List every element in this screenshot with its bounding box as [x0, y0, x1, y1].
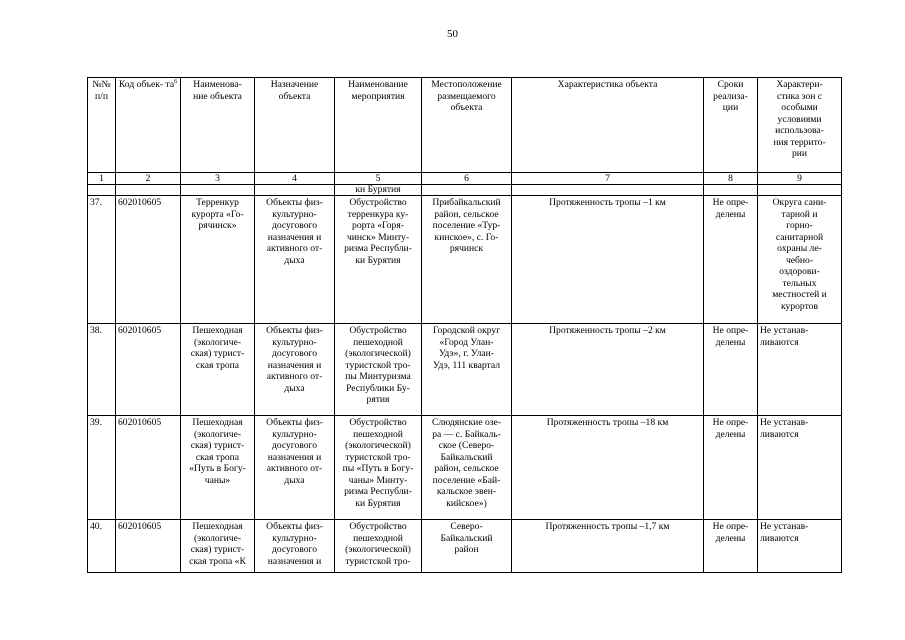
empty-cell	[512, 185, 704, 196]
row-object-name: Пешеходная (экологиче- ская) турист- ская тропа «Путь в Богу- чаны»	[181, 416, 255, 520]
row-measure: Обустройство пешеходной (экологической) туристской тро- пы Минтуризма Республики Бу- рятия	[335, 324, 422, 416]
column-number: 8	[704, 173, 758, 185]
row-location: Слюдянские озе- ра — с. Байкаль- ское (Северо- Байкальский район, сельское поселение «Бай- кальское эвен- кийское»)	[422, 416, 512, 520]
row-zones: Не устанав- ливаются	[758, 520, 842, 573]
column-number: 2	[116, 173, 181, 185]
row-number: 37.	[88, 196, 116, 324]
row-location: Северо- Байкальский район	[422, 520, 512, 573]
row-characteristic: Протяженность тропы –1 км	[512, 196, 704, 324]
row-number: 38.	[88, 324, 116, 416]
row-term: Не опре- делены	[704, 520, 758, 573]
row-purpose: Объекты физ- культурно- досугового назначения и	[255, 520, 335, 573]
header-location: Местоположение размещаемого объекта	[422, 78, 512, 173]
column-number: 5	[335, 173, 422, 185]
row-term: Не опре- делены	[704, 324, 758, 416]
objects-table	[87, 77, 842, 573]
continuation-row	[88, 185, 842, 196]
row-code: 602010605	[116, 324, 181, 416]
empty-cell	[422, 185, 512, 196]
header-object-name: Наименова- ние объекта	[181, 78, 255, 173]
column-number: 6	[422, 173, 512, 185]
header-characteristic: Характеристика объекта	[512, 78, 704, 173]
row-code: 602010605	[116, 196, 181, 324]
row-zones: Не устанав- ливаются	[758, 416, 842, 520]
row-purpose: Объекты физ- культурно- досугового назначения и активного от- дыха	[255, 196, 335, 324]
table-header-row	[88, 78, 842, 173]
column-number: 3	[181, 173, 255, 185]
row-term: Не опре- делены	[704, 196, 758, 324]
row-object-name: Терренкур курорта «Го- рячинск»	[181, 196, 255, 324]
header-term: Сроки реализа- ции	[704, 78, 758, 173]
continuation-text: кн Бурятия	[335, 185, 422, 196]
row-measure: Обустройство терренкура ку- рорта «Горя- чинск» Минту- ризма Республи- ки Бурятия	[335, 196, 422, 324]
empty-cell	[704, 185, 758, 196]
empty-cell	[758, 185, 842, 196]
empty-cell	[88, 185, 116, 196]
row-characteristic: Протяженность тропы –2 км	[512, 324, 704, 416]
empty-cell	[181, 185, 255, 196]
row-purpose: Объекты физ- культурно- досугового назначения и активного от- дыха	[255, 324, 335, 416]
row-measure: Обустройство пешеходной (экологической) туристской тро- пы «Путь в Богу- чаны» Минту- ризма Республи- ки Бурятия	[335, 416, 422, 520]
header-number: №№ п/п	[88, 78, 116, 173]
table-row	[88, 196, 842, 324]
row-zones: Округа сани- тарной и горно- санитарной охраны ле- чебно- оздорови- тельных местностей и курортов	[758, 196, 842, 324]
table-row	[88, 520, 842, 573]
header-purpose: Назначение объекта	[255, 78, 335, 173]
empty-cell	[255, 185, 335, 196]
row-purpose: Объекты физ- культурно- досугового назначения и активного от- дыха	[255, 416, 335, 520]
column-number: 1	[88, 173, 116, 185]
empty-cell	[116, 185, 181, 196]
table-row	[88, 324, 842, 416]
column-number: 9	[758, 173, 842, 185]
row-zones: Не устанав- ливаются	[758, 324, 842, 416]
row-characteristic: Протяженность тропы –18 км	[512, 416, 704, 520]
row-measure: Обустройство пешеходной (экологической) туристской тро-	[335, 520, 422, 573]
column-number: 7	[512, 173, 704, 185]
row-location: Городской округ «Город Улан- Удэ», г. Улан- Удэ, 111 квартал	[422, 324, 512, 416]
row-location: Прибайкальский район, сельское поселение «Тур- кинское», с. Го- рячинск	[422, 196, 512, 324]
row-object-name: Пешеходная (экологиче- ская) турист- ская тропа	[181, 324, 255, 416]
column-number: 4	[255, 173, 335, 185]
row-characteristic: Протяженность тропы –1,7 км	[512, 520, 704, 573]
row-code: 602010605	[116, 416, 181, 520]
row-term: Не опре- делены	[704, 416, 758, 520]
table-row	[88, 416, 842, 520]
header-measure: Наименование мероприятия	[335, 78, 422, 173]
row-object-name: Пешеходная (экологиче- ская) турист- ская тропа «К	[181, 520, 255, 573]
row-code: 602010605	[116, 520, 181, 573]
page-number: 50	[447, 28, 458, 40]
header-code: Код объек- $та^6$	[116, 78, 181, 173]
row-number: 40.	[88, 520, 116, 573]
header-zones: Характери- стика зон с особыми условиями использова- ния террито- рии	[758, 78, 842, 173]
row-number: 39.	[88, 416, 116, 520]
column-number-row	[88, 173, 842, 185]
